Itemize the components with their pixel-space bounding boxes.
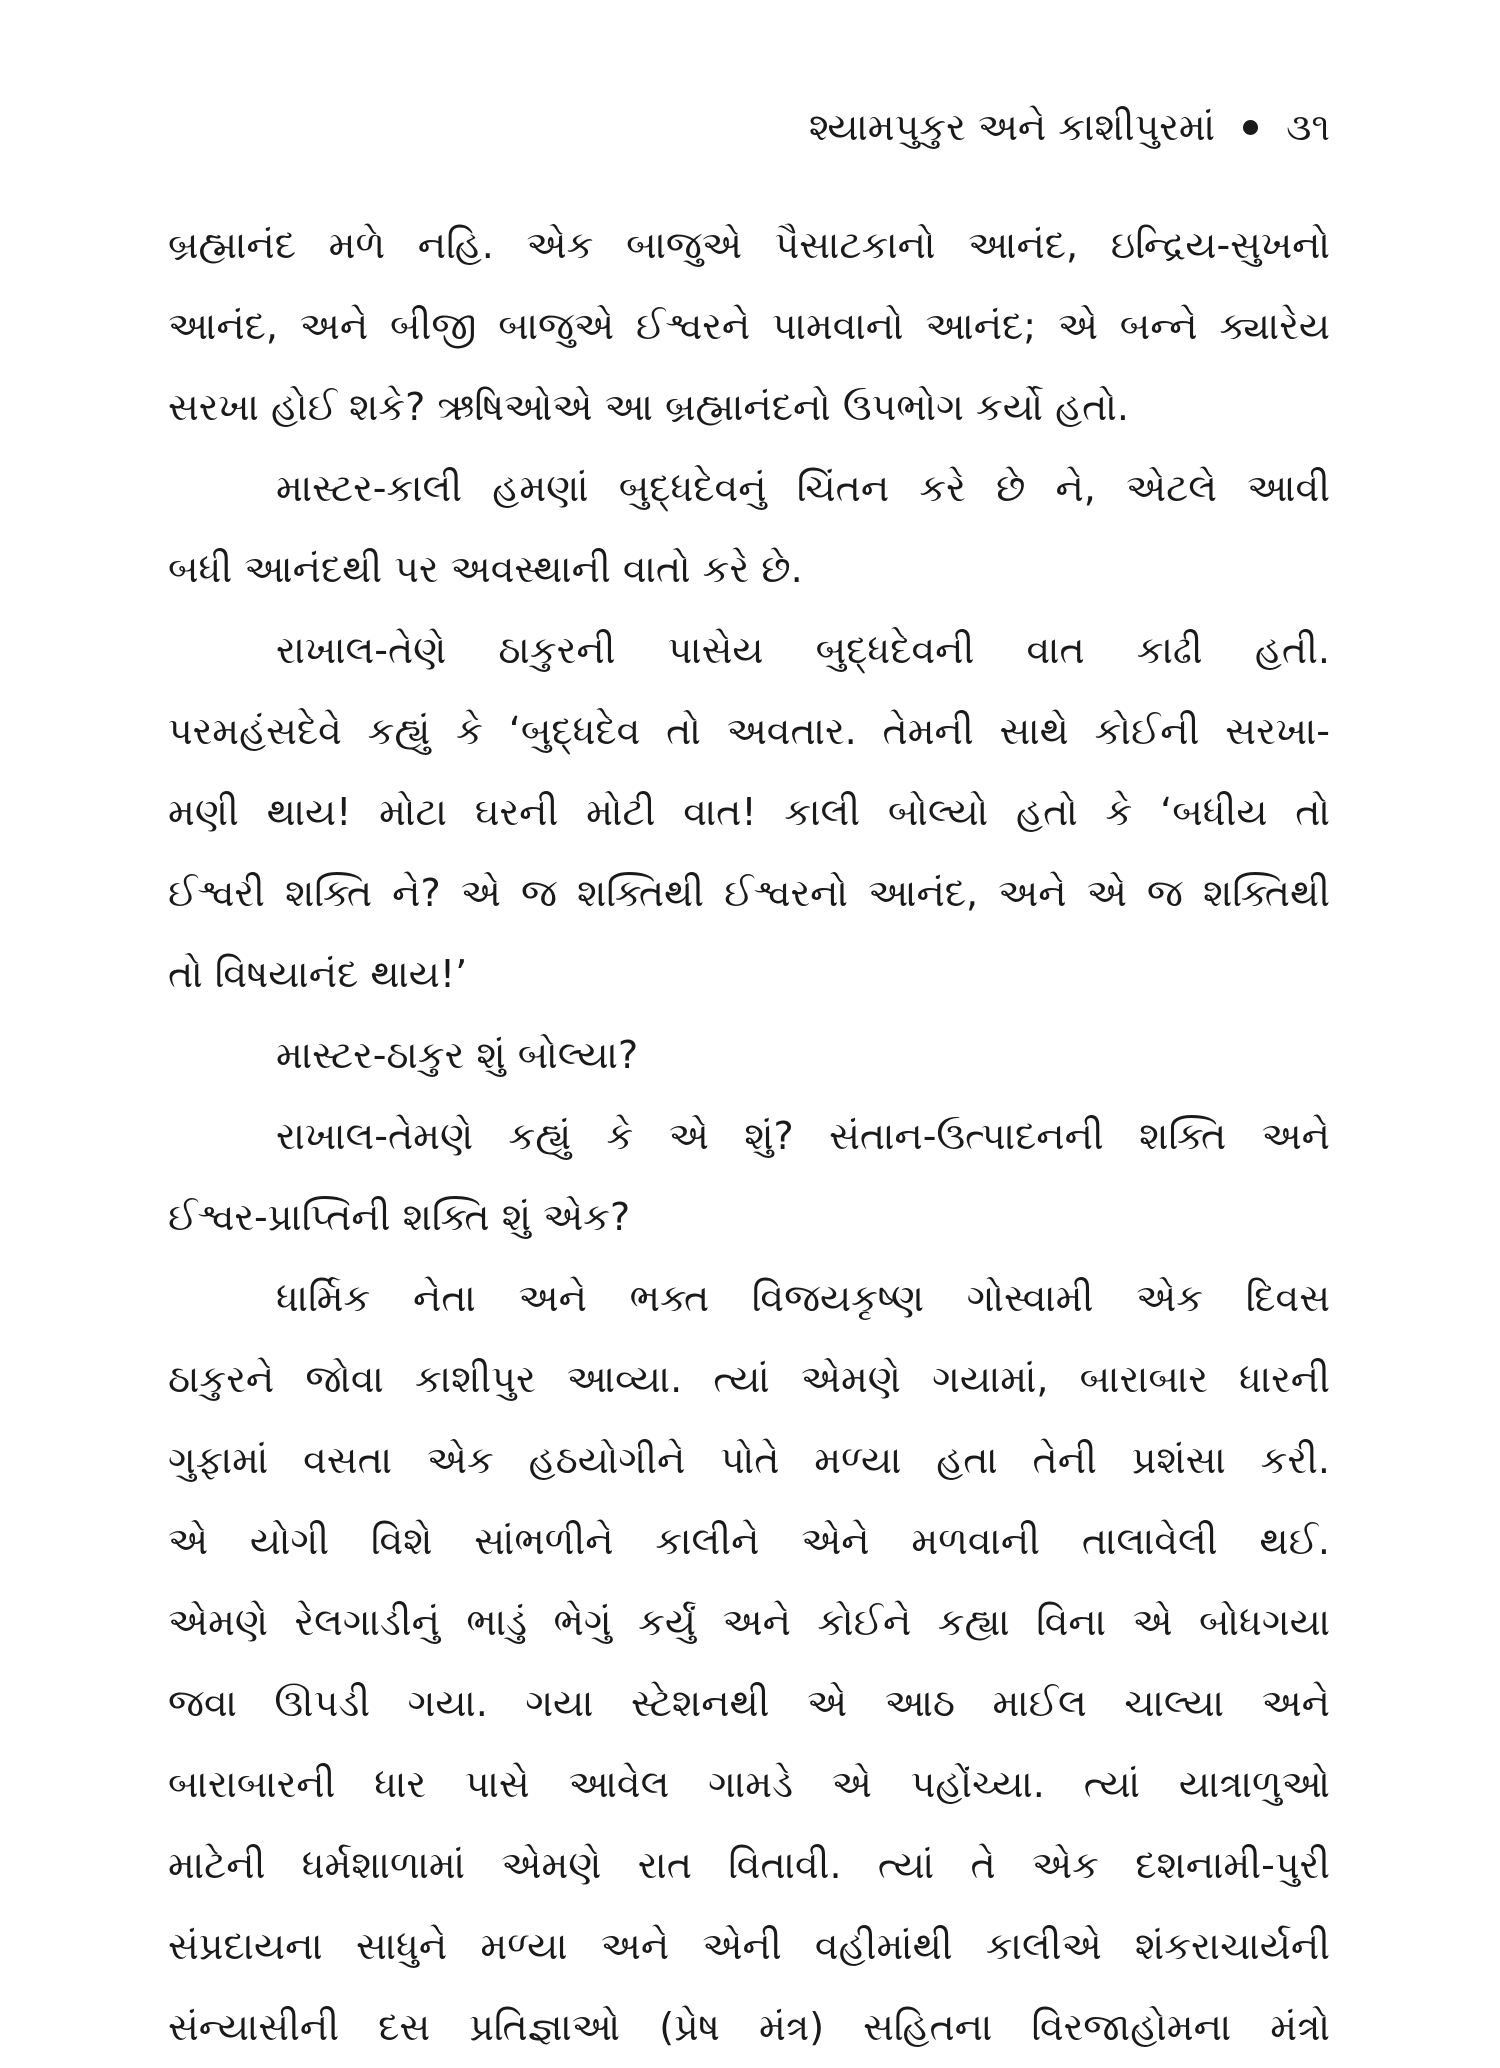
text-line: ધાર્મિક નેતા અને ભક્ત વિજયકૃષ્ણ ગોસ્વામી એક દિવસ [276, 1276, 1330, 1320]
text-line: રાખાલ-તેણે ઠાકુરની પાસેય બુદ્ધદેવની વાત કાઢી હતી. [276, 628, 1330, 672]
text-line: સરખા હોઈ શકે? ઋષિઓએ આ બ્રહ્માનંદનો ઉપભોગ કર્યો હતો. [168, 385, 1129, 429]
text-line: ગુફામાં વસતા એક હઠયોગીને પોતે મળ્યા હતા તેની પ્રશંસા કરી. [168, 1438, 1330, 1482]
text-line: માસ્ટર-ઠાકુર શું બોલ્યા? [276, 1033, 639, 1077]
text-line: બધી આનંદથી પર અવસ્થાની વાતો કરે છે. [168, 547, 803, 591]
text-line: ઈશ્વરી શક્તિ ને? એ જ શક્તિથી ઈશ્વરનો આનંદ, અને એ જ શક્તિથી [168, 871, 1330, 915]
text-line: તો વિષયાનંદ થાય!’ [168, 952, 468, 996]
running-header [808, 105, 1330, 149]
text-line: ઠાકુરને જોવા કાશીપુર આવ્યા. ત્યાં એમણે ગયામાં, બારાબાર ધારની [168, 1357, 1330, 1401]
text-line: જવા ઊપડી ગયા. ગયા સ્ટેશનથી એ આઠ માઈલ ચાલ્યા અને [168, 1681, 1330, 1725]
text-line: પરમહંસદેવે કહ્યું કે ‘બુદ્ધદેવ તો અવતાર. તેમની સાથે કોઈની સરખા- [168, 709, 1330, 753]
text-line: ઈશ્વર-પ્રાપ્તિની શક્તિ શું એક? [168, 1195, 631, 1239]
text-line: બારાબારની ધાર પાસે આવેલ ગામડે એ પહોંચ્યા. ત્યાં યાત્રાળુઓ [168, 1762, 1330, 1806]
text-line: માસ્ટર-કાલી હમણાં બુદ્ધદેવનું ચિંતન કરે છે ને, એટલે આવી [276, 466, 1330, 510]
text-line: એમણે રેલગાડીનું ભાડું ભેગું કર્યું અને કોઈને કહ્યા વિના એ બોધગયા [168, 1600, 1330, 1644]
text-line: બ્રહ્માનંદ મળે નહિ. એક બાજુએ પૈસાટકાનો આનંદ, ઇન્દ્રિય-સુખનો [168, 223, 1330, 267]
text-line: સંન્યાસીની દસ પ્રતિજ્ઞાઓ (પ્રેષ મંત્ર) સહિતના વિરજાહોમના મંત્રો [168, 2005, 1330, 2049]
page-number: ૩૧ [1286, 105, 1330, 149]
body-text [168, 205, 1330, 2068]
text-line: આનંદ, અને બીજી બાજુએ ઈશ્વરને પામવાનો આનંદ; એ બન્ને ક્યારેય [168, 304, 1330, 348]
chapter-title: શ્યામપુકુર અને કાશીપુરમાં [808, 105, 1216, 149]
bullet-separator [1243, 120, 1258, 135]
text-line: એ યોગી વિશે સાંભળીને કાલીને એને મળવાની તાલાવેલી થઈ. [168, 1519, 1330, 1563]
text-line: રાખાલ-તેમણે કહ્યું કે એ શું? સંતાન-ઉત્પાદનની શક્તિ અને [276, 1114, 1330, 1158]
text-line: સંપ્રદાયના સાધુને મળ્યા અને એની વહીમાંથી કાલીએ શંકરાચાર્યની [168, 1924, 1330, 1968]
text-line: માટેની ધર્મશાળામાં એમણે રાત વિતાવી. ત્યાં તે એક દશનામી-પુરી [168, 1843, 1330, 1887]
text-line: મણી થાય! મોટા ઘરની મોટી વાત! કાલી બોલ્યો હતો કે ‘બધીય તો [168, 790, 1330, 834]
